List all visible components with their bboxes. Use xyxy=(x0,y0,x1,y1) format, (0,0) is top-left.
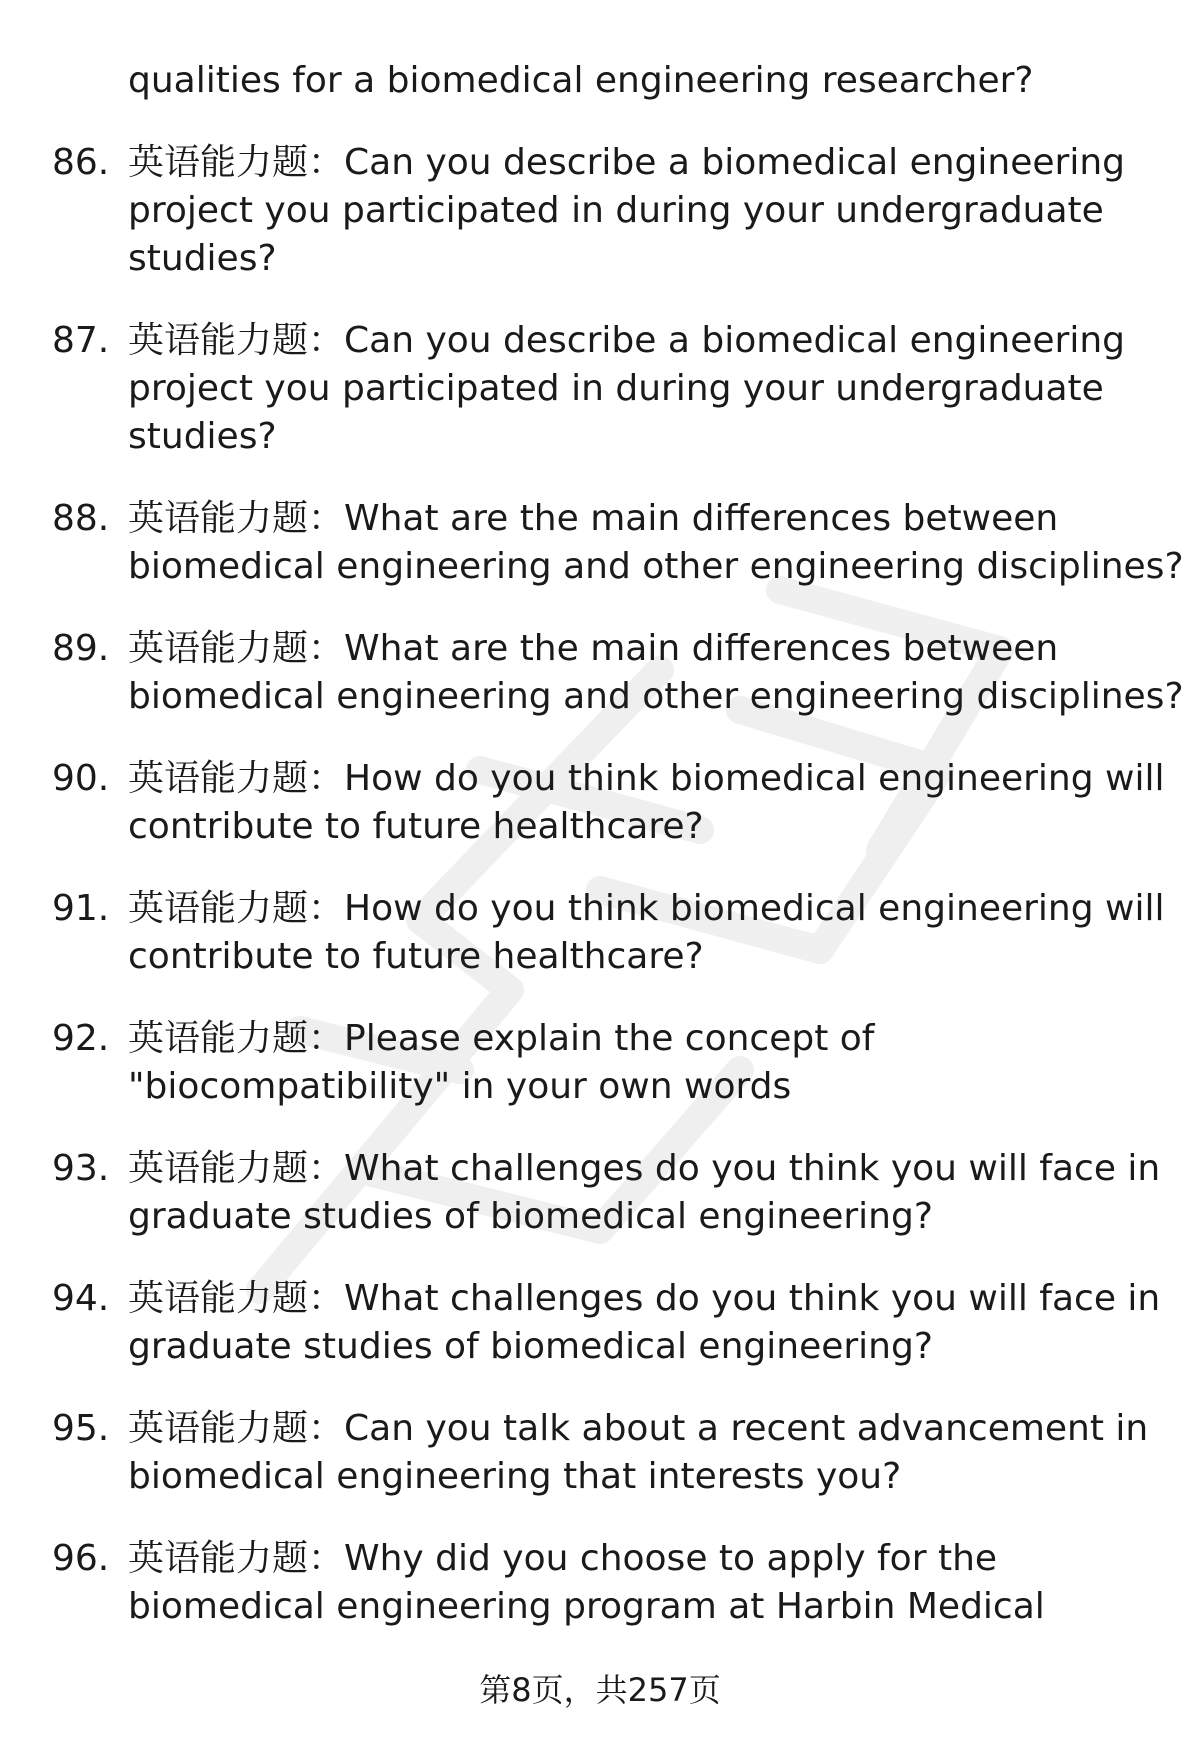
question-item xyxy=(0,885,1200,981)
question-text xyxy=(128,885,1165,981)
question-text-line: studies? xyxy=(128,416,277,457)
question-text-line: 英语能力题：Can you describe a biomedical engineering xyxy=(128,320,1125,361)
question-text-line: 英语能力题：What challenges do you think you will face in xyxy=(128,1278,1161,1319)
question-item xyxy=(0,1015,1200,1111)
question-text-line: 英语能力题：Can you describe a biomedical engineering xyxy=(128,142,1125,183)
question-text xyxy=(128,57,1138,105)
question-number: 95. xyxy=(52,1408,110,1449)
question-text-line: "biocompatibility" in your own words xyxy=(128,1066,792,1107)
question-item xyxy=(0,1535,1200,1631)
question-text-line: studies? xyxy=(128,238,277,279)
question-item xyxy=(0,57,1200,105)
question-number: 94. xyxy=(52,1278,110,1319)
question-list xyxy=(0,57,1200,1665)
page-number: 第8页，共257页 xyxy=(479,1671,721,1709)
question-text-line: 英语能力题：How do you think biomedical engineering will xyxy=(128,888,1165,929)
question-text xyxy=(128,317,1138,461)
question-text-line: 英语能力题：How do you think biomedical engineering will xyxy=(128,758,1165,799)
question-item xyxy=(0,625,1200,721)
question-number: 89. xyxy=(52,628,110,669)
question-text xyxy=(128,1535,1138,1631)
question-item xyxy=(0,139,1200,283)
question-text-line: 英语能力题：Why did you choose to apply for the xyxy=(128,1538,998,1579)
question-text xyxy=(128,495,1184,591)
question-number: 86. xyxy=(52,142,110,183)
question-text-line: 英语能力题：What challenges do you think you will face in xyxy=(128,1148,1161,1189)
question-text xyxy=(128,755,1165,851)
question-item xyxy=(0,755,1200,851)
question-text xyxy=(128,625,1184,721)
question-text-line: project you participated in during your undergraduate xyxy=(128,190,1104,231)
question-item xyxy=(0,1405,1200,1501)
question-item xyxy=(0,495,1200,591)
question-text xyxy=(128,1405,1149,1501)
question-text xyxy=(128,1145,1161,1241)
question-text-line: biomedical engineering and other engineering disciplines? xyxy=(128,546,1184,587)
question-item xyxy=(0,1145,1200,1241)
question-item xyxy=(0,1275,1200,1371)
question-text-line: 英语能力题：Can you talk about a recent advancement in xyxy=(128,1408,1149,1449)
question-number: 90. xyxy=(52,758,110,799)
question-text-line: qualities for a biomedical engineering researcher? xyxy=(128,60,1034,101)
question-text xyxy=(128,1015,1138,1111)
question-number: 87. xyxy=(52,320,110,361)
question-text-line: biomedical engineering program at Harbin Medical xyxy=(128,1586,1045,1627)
question-text-line: graduate studies of biomedical engineering? xyxy=(128,1326,933,1367)
question-item xyxy=(0,317,1200,461)
question-number: 93. xyxy=(52,1148,110,1189)
question-number: 92. xyxy=(52,1018,110,1059)
question-text-line: contribute to future healthcare? xyxy=(128,806,704,847)
question-text-line: contribute to future healthcare? xyxy=(128,936,704,977)
question-text-line: graduate studies of biomedical engineering? xyxy=(128,1196,933,1237)
question-text-line: 英语能力题：What are the main differences between xyxy=(128,628,1059,669)
question-text xyxy=(128,1275,1161,1371)
question-text-line: project you participated in during your undergraduate xyxy=(128,368,1104,409)
question-number: 88. xyxy=(52,498,110,539)
question-text-line: 英语能力题：What are the main differences between xyxy=(128,498,1059,539)
question-text-line: 英语能力题：Please explain the concept of xyxy=(128,1018,875,1059)
question-number: 91. xyxy=(52,888,110,929)
question-number: 96. xyxy=(52,1538,110,1579)
question-text-line: biomedical engineering that interests you? xyxy=(128,1456,902,1497)
question-text-line: biomedical engineering and other engineering disciplines? xyxy=(128,676,1184,717)
question-text xyxy=(128,139,1138,283)
